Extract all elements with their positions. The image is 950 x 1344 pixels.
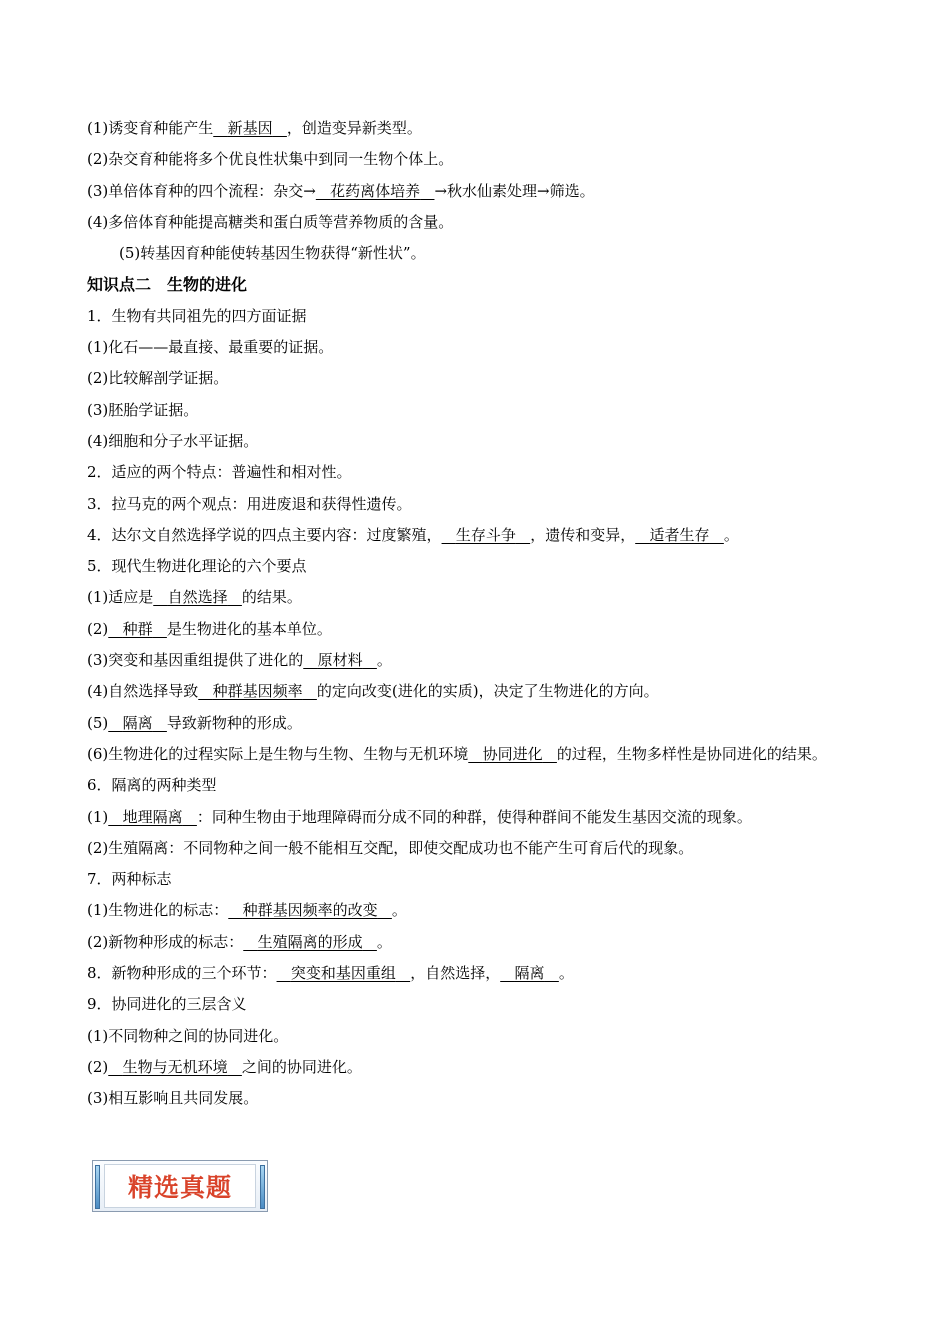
text-line: (3)相互影响且共同发展。	[87, 1089, 259, 1108]
answer-blank: 花药离体培养	[330, 181, 421, 200]
answer-blank: 隔离	[122, 713, 153, 732]
section-badge	[92, 1160, 268, 1212]
answer-blank: 突变和基因重组	[290, 964, 396, 983]
answer-blank: 种群基因频率	[212, 682, 303, 701]
text-line: (2)比较解剖学证据。	[87, 369, 229, 388]
text-line: (4)多倍体育种能提高糖类和蛋白质等营养物质的含量。	[87, 212, 454, 231]
text-line: (2)杂交育种能将多个优良性状集中到同一生物个体上。	[87, 150, 454, 169]
badge-scroll-bar-left	[95, 1165, 100, 1209]
badge-label: 精选真题	[127, 1173, 232, 1202]
text-line: (2)生殖隔离：不同物种之间一般不能相互交配，即使交配成功也不能产生可育后代的现象。	[87, 838, 694, 857]
text-line: (1)生物进化的标志： 种群基因频率的改变 。	[87, 901, 407, 920]
text-line: 4．达尔文自然选择学说的四点主要内容：过度繁殖， 生存斗争 ，遗传和变异， 适者生存 。	[87, 525, 739, 544]
answer-blank: 新基因	[227, 119, 273, 137]
text-line: (1)诱变育种能产生 新基因 ，创造变异新类型。	[87, 119, 422, 137]
text-line: (1)不同物种之间的协同进化。	[87, 1026, 289, 1045]
answer-blank: 种群	[122, 619, 153, 638]
text-line: 5．现代生物进化理论的六个要点	[87, 557, 307, 576]
answer-blank: 自然选择	[167, 588, 228, 607]
answer-blank: 生物与无机环境	[122, 1057, 228, 1076]
text-line: 9．协同进化的三层含义	[87, 995, 247, 1014]
text-line: (5) 隔离 导致新物种的形成。	[87, 713, 302, 732]
text-line: 6．隔离的两种类型	[87, 776, 217, 795]
section-heading: 知识点二 生物的进化	[87, 275, 248, 295]
text-line: (3)胚胎学证据。	[87, 400, 199, 419]
text-line: (3)突变和基因重组提供了进化的 原材料 。	[87, 651, 392, 670]
text-line: (2) 种群 是生物进化的基本单位。	[87, 619, 332, 638]
answer-blank: 地理隔离	[122, 807, 183, 826]
text-line: 1．生物有共同祖先的四方面证据	[87, 306, 307, 325]
answer-blank: 隔离	[514, 964, 545, 983]
answer-blank: 原材料	[317, 651, 363, 670]
text-line: (2) 生物与无机环境 之间的协同进化。	[87, 1057, 362, 1076]
answer-blank: 适者生存	[649, 525, 710, 544]
text-line: (1)化石——最直接、最重要的证据。	[87, 338, 334, 357]
text-line: 8．新物种形成的三个环节： 突变和基因重组 ，自然选择， 隔离 。	[87, 964, 574, 983]
text-line: (4)细胞和分子水平证据。	[87, 431, 259, 450]
text-line: 2．适应的两个特点：普遍性和相对性。	[87, 463, 352, 482]
text-line: (6)生物进化的过程实际上是生物与生物、生物与无机环境 协同进化 的过程，生物多样性是协同进化的结果。	[87, 744, 827, 763]
text-line: 3．拉马克的两个观点：用进废退和获得性遗传。	[87, 494, 412, 513]
text-line: (5)转基因育种能使转基因生物获得“新性状”。	[119, 244, 426, 263]
answer-blank: 协同进化	[482, 744, 543, 763]
answer-blank: 生殖隔离的形成	[257, 932, 363, 951]
badge-scroll-bar-right	[260, 1165, 265, 1209]
answer-blank: 生存斗争	[455, 525, 516, 544]
text-line: (3)单倍体育种的四个流程：杂交→ 花药离体培养 →秋水仙素处理→筛选。	[87, 181, 595, 200]
document-body	[87, 113, 877, 1115]
text-line: (2)新物种形成的标志： 生殖隔离的形成 。	[87, 932, 392, 951]
answer-blank: 种群基因频率的改变	[242, 901, 378, 920]
text-line: (4)自然选择导致 种群基因频率 的定向改变(进化的实质)，决定了生物进化的方向。	[87, 682, 659, 701]
text-line: 7．两种标志	[87, 870, 172, 889]
text-line: (1) 地理隔离 ：同种生物由于地理障碍而分成不同的种群，使得种群间不能发生基因交流的现象。	[87, 807, 752, 826]
text-line: (1)适应是 自然选择 的结果。	[87, 588, 302, 607]
